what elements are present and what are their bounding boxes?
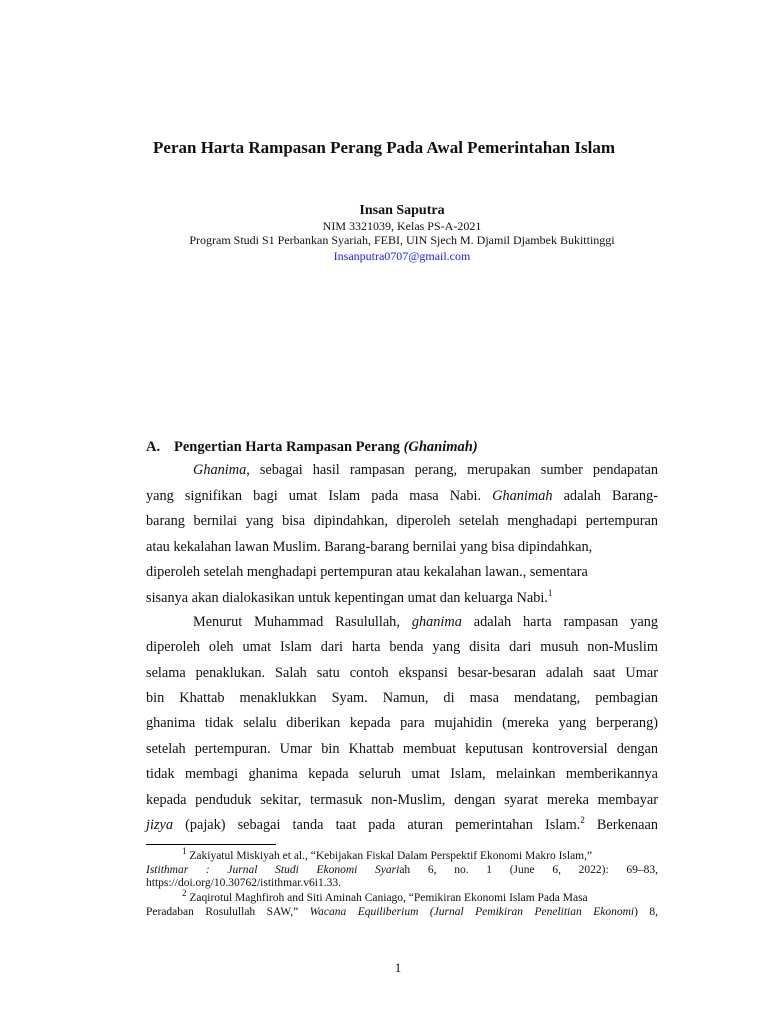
author-name: Insan Saputra [359, 203, 445, 218]
body-line: bin Khattab menaklukkan Syam. Namun, di masa mendatang, pembagian [146, 690, 658, 706]
body-line: jizya (pajak) sebagai tanda taat pada aturan pemerintahan Islam.$^2$ Berkenaan [146, 815, 658, 833]
section-number: A. [146, 439, 161, 455]
footnote-line: $^2$ Zaqirotul Maghfiroh and Siti Aminah Caniago, “Pemikiran Ekonomi Islam Pada Masa [182, 888, 588, 904]
footnote-ref[interactable]: 2 [580, 815, 585, 826]
footnote-ref[interactable]: 1 [547, 588, 553, 599]
body-line: Menurut Muhammad Rasulullah, ghanima adalah harta rampasan yang [193, 614, 659, 630]
section-heading-term: (Ghanimah) [403, 439, 478, 455]
author-email-link[interactable]: Insanputra0707@gmail.com [333, 249, 471, 263]
body-line: Ghanima, sebagai hasil rampasan perang, merupakan sumber pendapatan [193, 462, 658, 478]
author-block [0, 202, 768, 265]
section-heading-text: Pengertian Harta Rampasan Perang [174, 439, 404, 455]
footnote-line: Istithmar : Jurnal Studi Ekonomi Syariah 6, no. 1 (June 6, 2022): 69–83, [146, 864, 658, 876]
body-line: tidak membagi ghanima kepada seluruh umat Islam, melainkan memberikannya [146, 766, 658, 782]
body-line: ghanima tidak selalu diberikan kepada para mujahidin (mereka yang berperang) [146, 715, 658, 731]
body-line: diperoleh setelah menghadapi pertempuran atau kekalahan lawan., sementara [146, 564, 588, 580]
footnote-line: Peradaban Rosulullah SAW,” Wacana Equiliberium (Jurnal Pemikiran Penelitian Ekonomi) 8, [146, 906, 658, 918]
author-program: Program Studi S1 Perbankan Syariah, FEBI, UIN Sjech M. Djamil Djambek Bukittinggi [189, 233, 615, 247]
footnote-link[interactable]: https://doi.org/10.30762/istithmar.v6i1.33. [146, 877, 341, 889]
section-heading [146, 439, 478, 456]
body-line: yang signifikan bagi umat Islam pada masa Nabi. Ghanimah adalah Barang- [146, 488, 658, 504]
body-line: diperoleh oleh umat Islam dari harta benda yang disita dari musuh non-Muslim [146, 639, 658, 655]
body-line: kepada penduduk sekitar, termasuk non-Muslim, dengan syarat mereka membayar [146, 792, 658, 808]
body-line: barang bernilai yang bisa dipindahkan, diperoleh setelah menghadapi pertempuran [146, 513, 658, 529]
body-line: sisanya akan dialokasikan untuk kepentingan umat dan keluarga Nabi.$^1$ [146, 588, 553, 606]
body-line: atau kekalahan lawan Muslim. Barang-barang bernilai yang bisa dipindahkan, [146, 539, 593, 555]
body-line: setelah pertempuran. Umar bin Khattab membuat keputusan kontroversial dengan [146, 741, 658, 757]
body-line: selama penaklukan. Salah satu contoh ekspansi besar-besaran adalah saat Umar [146, 665, 658, 681]
footnote-separator [146, 844, 276, 845]
paper-title: Peran Harta Rampasan Perang Pada Awal Pemerintahan Islam [153, 138, 615, 157]
page-number: 1 [394, 960, 402, 975]
footnote-line: $^1$ Zakiyatul Miskiyah et al., “Kebijakan Fiskal Dalam Perspektif Ekonomi Makro Islam,” [182, 846, 593, 862]
author-nim: NIM 3321039, Kelas PS-A-2021 [322, 219, 482, 233]
